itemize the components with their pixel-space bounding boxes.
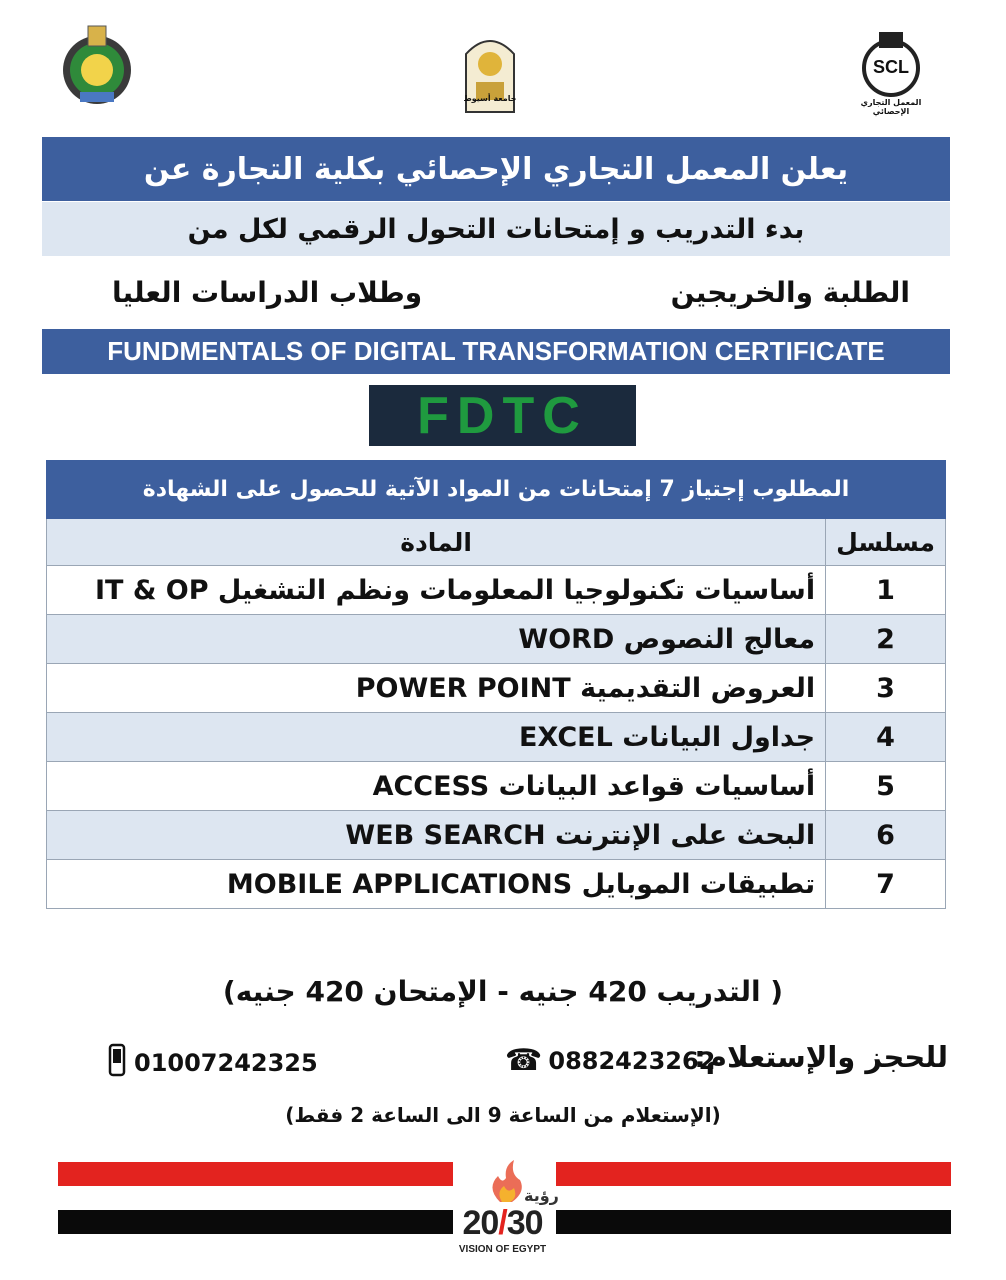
mobile-phone-icon	[108, 1043, 126, 1083]
row-number: 4	[826, 713, 946, 762]
row-number: 2	[826, 615, 946, 664]
scl-logo-text: SCL	[873, 57, 909, 77]
table-row	[47, 566, 946, 615]
telephone-icon: ☎	[505, 1043, 543, 1078]
row-subject: تطبيقات الموبايل MOBILE APPLICATIONS	[47, 860, 826, 909]
row-number: 7	[826, 860, 946, 909]
table-row	[47, 615, 946, 664]
table-row	[47, 713, 946, 762]
serial-column-header: مسلسل	[826, 519, 946, 566]
price-info: ( التدريب 420 جنيه - الإمتحان 420 جنيه)	[222, 975, 784, 1008]
faculty-logo	[58, 22, 136, 114]
certificate-name: FUNDMENTALS OF DIGITAL TRANSFORMATION CERTIFICATE	[42, 329, 950, 374]
inquiry-hours: (الإستعلام من الساعة 9 الى الساعة 2 فقط)	[285, 1103, 721, 1127]
row-number: 6	[826, 811, 946, 860]
row-number: 3	[826, 664, 946, 713]
vision-english: VISION OF EGYPT	[458, 1244, 547, 1255]
audience-postgrad: وطلاب الدراسات العليا	[112, 275, 423, 309]
row-subject: أساسيات تكنولوجيا المعلومات ونظم التشغيل IT & OP	[47, 566, 826, 615]
vision-year-second: 30	[506, 1204, 543, 1242]
subjects-table	[46, 460, 946, 909]
announcement-subtitle: بدء التدريب و إمتحانات التحول الرقمي لكل من	[42, 202, 950, 256]
audience-row	[42, 256, 950, 328]
contact-label: للحجز والإستعلام:	[694, 1040, 948, 1074]
table-title-row	[47, 461, 946, 519]
row-subject: أساسيات قواعد البيانات ACCESS	[47, 762, 826, 811]
fdtc-logo: FDTC	[369, 385, 636, 446]
egypt-flag-right	[556, 1162, 951, 1234]
row-number: 5	[826, 762, 946, 811]
row-subject: العروض التقديمية POWER POINT	[47, 664, 826, 713]
subject-column-header: المادة	[47, 519, 826, 566]
scl-caption: المعمل التجاري الإحصائي	[860, 98, 922, 116]
mobile-contact	[108, 1043, 318, 1083]
landline-number: 0882423262	[548, 1046, 716, 1075]
scl-logo	[846, 28, 936, 116]
vision-flame-icon	[480, 1158, 530, 1204]
row-number: 1	[826, 566, 946, 615]
vision-arabic: رؤية	[524, 1186, 559, 1205]
vision-year: 20/30	[462, 1204, 543, 1242]
row-subject: جداول البيانات EXCEL	[47, 713, 826, 762]
assiut-logo-text: جامعة أسيوط	[463, 94, 517, 103]
vision-year-first: 20	[462, 1204, 499, 1242]
assiut-university-logo	[462, 28, 518, 114]
mobile-number: 01007242325	[134, 1049, 318, 1077]
table-row	[47, 664, 946, 713]
row-subject: البحث على الإنترنت WEB SEARCH	[47, 811, 826, 860]
table-title: المطلوب إجتياز 7 إمتحانات من المواد الآتية للحصول على الشهادة	[47, 461, 946, 519]
vision-2030-logo	[440, 1158, 565, 1258]
table-row	[47, 860, 946, 909]
landline-contact	[505, 1043, 715, 1078]
egypt-flag-left	[58, 1162, 453, 1234]
table-header-row	[47, 519, 946, 566]
table-row	[47, 811, 946, 860]
table-row	[47, 762, 946, 811]
audience-students: الطلبة والخريجين	[670, 275, 910, 309]
row-subject: معالج النصوص WORD	[47, 615, 826, 664]
announcement-title: يعلن المعمل التجاري الإحصائي بكلية التجارة عن	[42, 137, 950, 201]
